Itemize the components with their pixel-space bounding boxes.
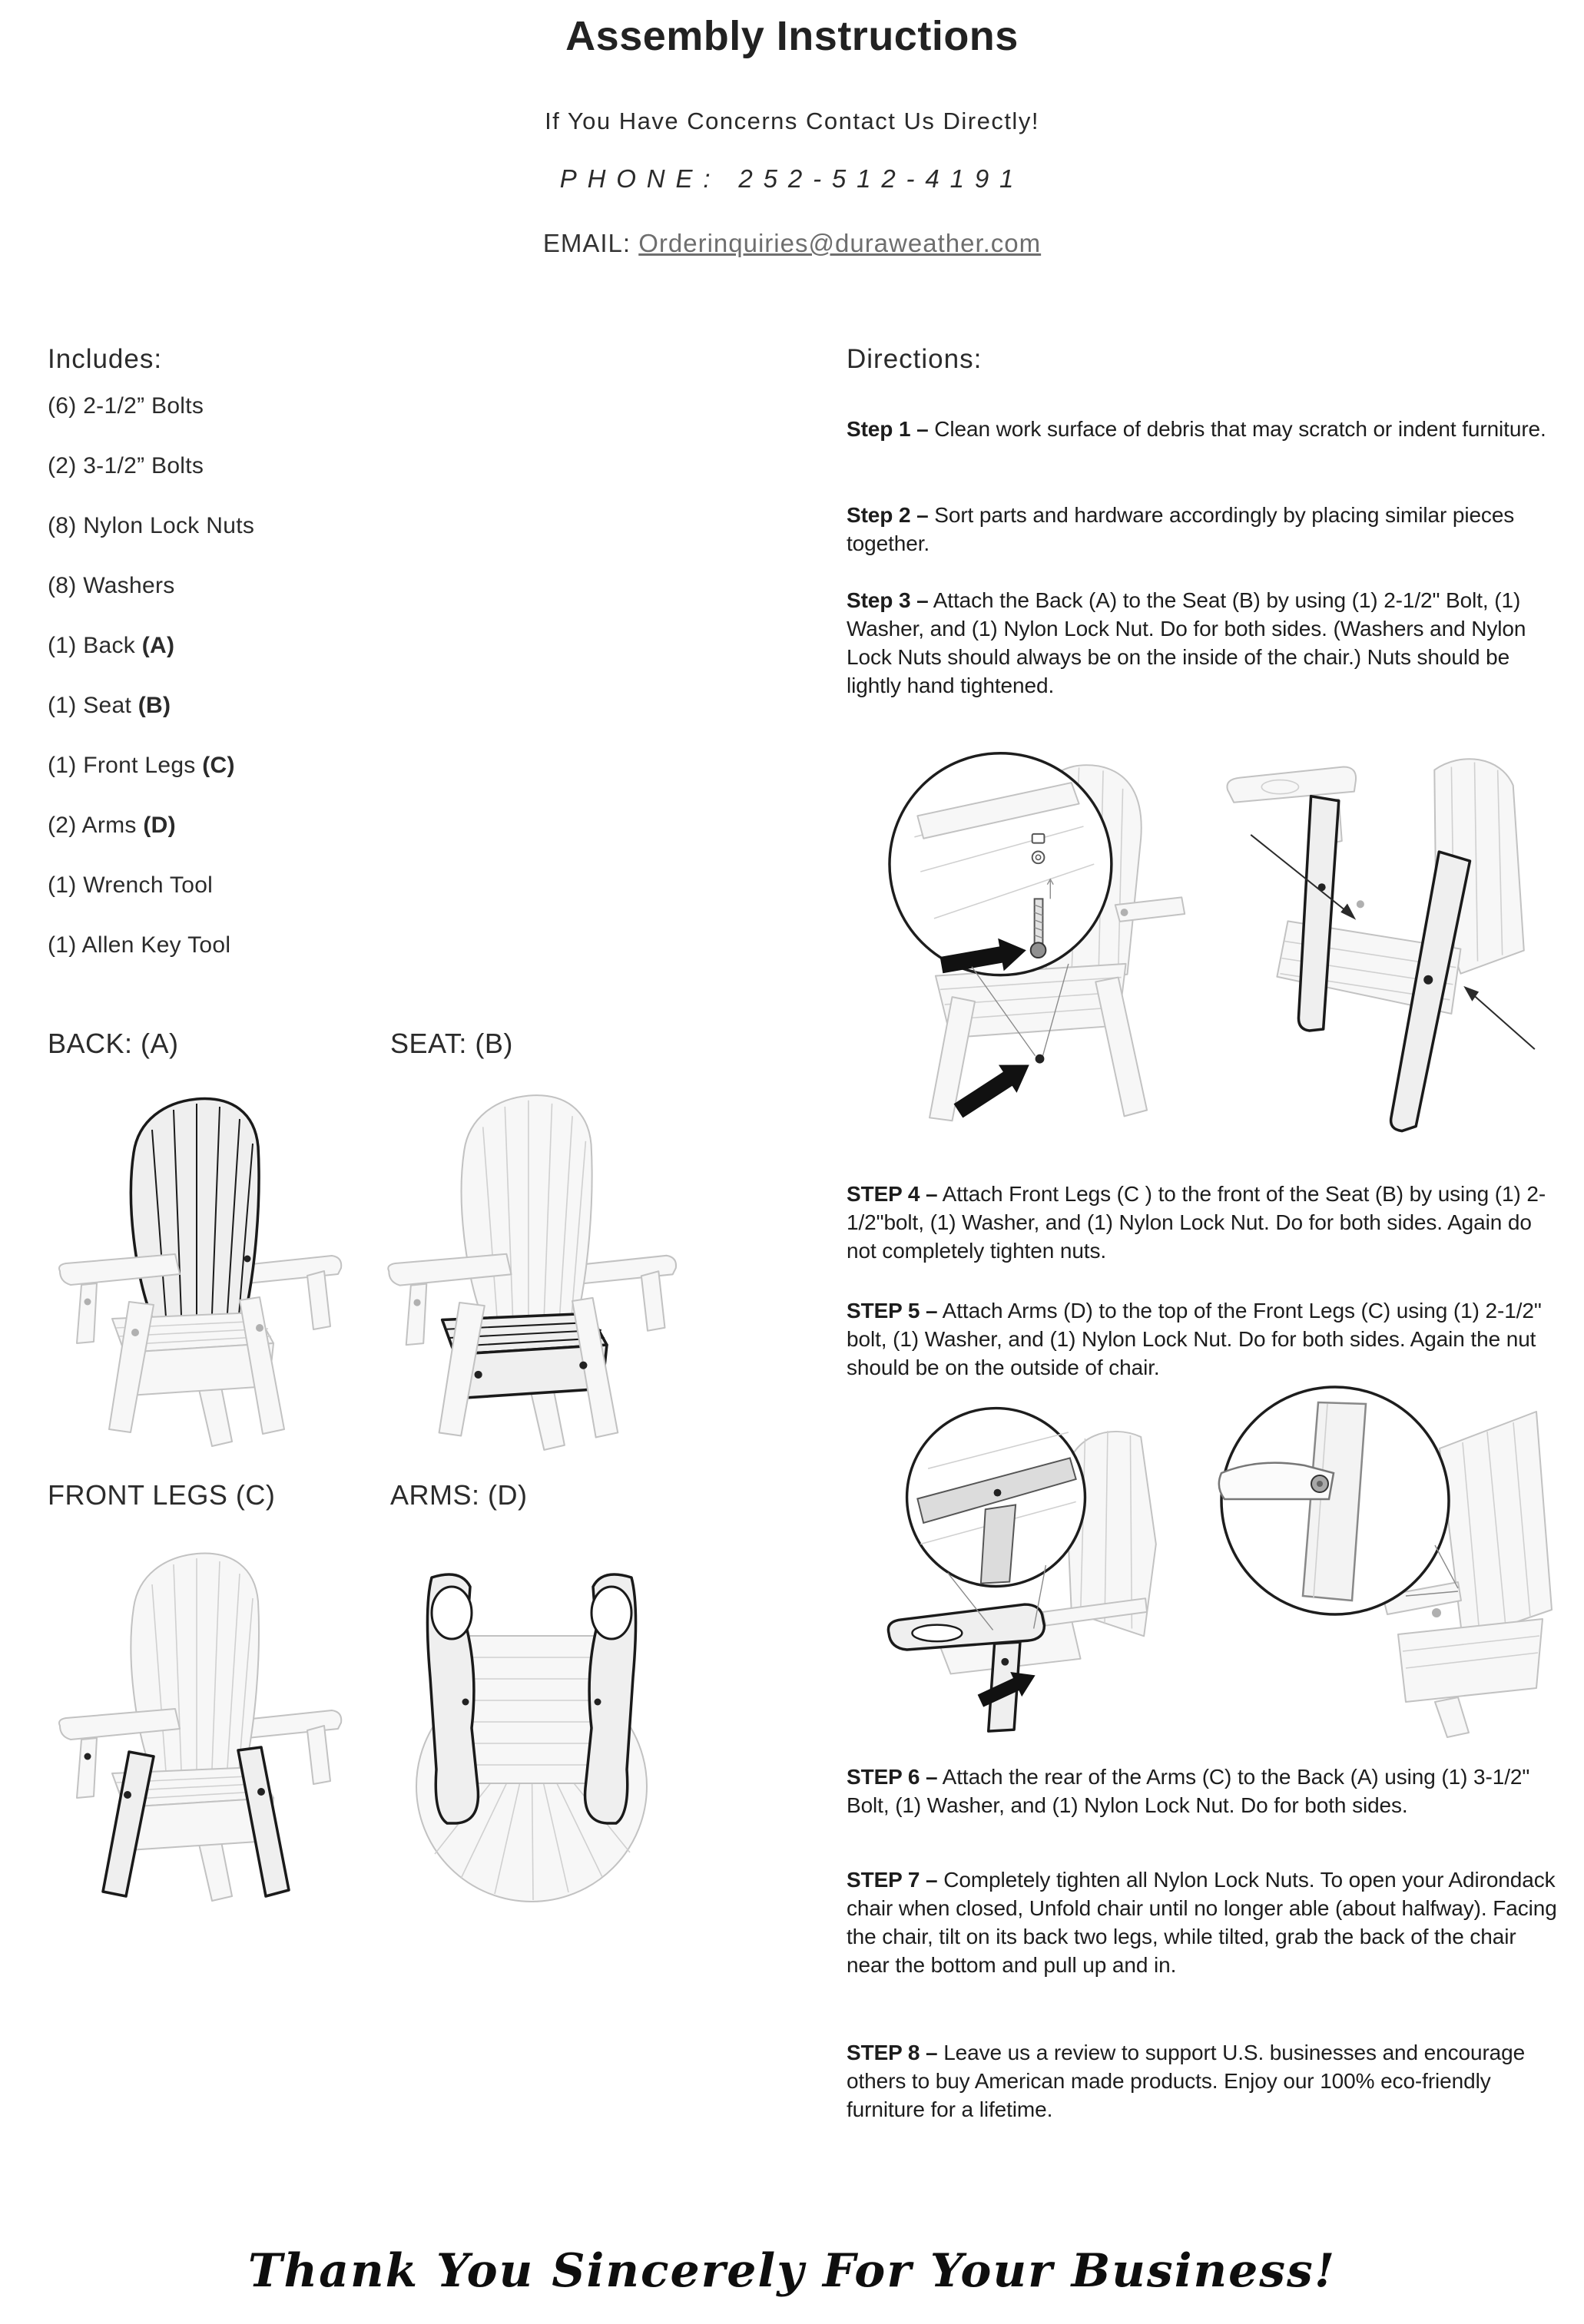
contact-subtitle: If You Have Concerns Contact Us Directly!	[545, 108, 1039, 134]
includes-item-text: (1) Front Legs	[48, 753, 203, 778]
seat-part-label: SEAT: (B)	[390, 1028, 513, 1059]
front-legs-part-label: FRONT LEGS (C)	[48, 1479, 276, 1511]
step-label: STEP 7 –	[847, 1868, 938, 1892]
directions-heading: Directions:	[847, 344, 983, 374]
includes-list	[48, 393, 254, 992]
email-line	[0, 229, 1584, 258]
step-label: Step 3 –	[847, 588, 929, 612]
step-text: Attach the rear of the Arms (C) to the Back (A) using (1) 3-1/2" Bolt, (1) Washer, and (1) Nylon Lock Nut. Do for both sides.	[847, 1765, 1530, 1817]
direction-step-6	[847, 1763, 1559, 1819]
includes-item	[48, 813, 254, 838]
back-part-illustration	[38, 1071, 361, 1455]
email-link[interactable]: Orderinquiries@duraweather.com	[638, 229, 1042, 257]
includes-item	[48, 753, 254, 778]
includes-item-text: (2) 3-1/2” Bolts	[48, 453, 204, 478]
includes-item	[48, 633, 254, 658]
includes-item-bold: (C)	[202, 753, 235, 778]
step-label: STEP 6 –	[847, 1765, 938, 1789]
back-part-label: BACK: (A)	[48, 1028, 179, 1059]
direction-step-3	[847, 586, 1559, 700]
step-text: Clean work surface of debris that may scratch or indent furniture.	[928, 417, 1546, 441]
includes-item-bold: (B)	[138, 693, 171, 718]
direction-step-4	[847, 1180, 1559, 1265]
includes-item	[48, 573, 254, 598]
step6-rear-arm-illustration	[1205, 1382, 1561, 1745]
step-text: Attach the Back (A) to the Seat (B) by using (1) 2-1/2" Bolt, (1) Washer, and (1) Nylon Lock Nut. Do for both sides. (Washers and Nylon Lock Nuts should always be on the inside of the chair.) Nuts should be lightly hand tightened.	[847, 588, 1526, 697]
includes-item	[48, 693, 254, 718]
step5-arm-attachment-illustration	[845, 1382, 1192, 1745]
includes-item-text: (1) Allen Key Tool	[48, 932, 231, 958]
step-label: Step 2 –	[847, 503, 929, 527]
includes-item-text: (8) Washers	[48, 573, 175, 598]
includes-item	[48, 453, 254, 478]
step-text: Attach Arms (D) to the top of the Front Legs (C) using (1) 2-1/2" bolt, (1) Washer, and (1) Nylon Lock Nut. Do for both sides. Again the nut should be on the outside of chair.	[847, 1299, 1542, 1379]
includes-item	[48, 513, 254, 538]
direction-step-7	[847, 1865, 1559, 1979]
direction-step-2	[847, 501, 1559, 558]
includes-item-text: (6) 2-1/2” Bolts	[48, 393, 204, 419]
includes-item-text: (2) Arms	[48, 813, 144, 838]
direction-step-5	[847, 1296, 1559, 1382]
step-label: STEP 8 –	[847, 2041, 938, 2064]
arms-part-label: ARMS: (D)	[390, 1479, 528, 1511]
thank-you-message: Thank You Sincerely For Your Business!	[247, 2244, 1337, 2298]
step3-bolt-detail-illustration	[845, 719, 1192, 1155]
email-label: EMAIL:	[542, 229, 631, 257]
page-title: Assembly Instructions	[565, 13, 1019, 59]
seat-part-illustration	[363, 1071, 701, 1455]
direction-step-1	[847, 415, 1559, 443]
step-text: Completely tighten all Nylon Lock Nuts. To open your Adirondack chair when closed, Unfold chair until no longer able (about halfway). Facing the chair, tilt on its back two legs, while tilted, grab the back of the chair near the bottom and pull up and in.	[847, 1868, 1557, 1977]
phone-line: PHONE: 252-512-4191	[559, 164, 1025, 193]
step-label: STEP 4 –	[847, 1182, 938, 1206]
includes-item-text: (1) Seat	[48, 693, 138, 718]
includes-item	[48, 393, 254, 419]
step-text: Leave us a review to support U.S. businesses and encourage others to buy American made products. Enjoy our 100% eco-friendly furniture for a lifetime.	[847, 2041, 1526, 2121]
arms-part-illustration	[363, 1544, 701, 1906]
includes-heading: Includes:	[48, 344, 163, 374]
includes-item-bold: (A)	[141, 633, 175, 658]
includes-item-text: (8) Nylon Lock Nuts	[48, 513, 255, 538]
front-legs-part-illustration	[38, 1525, 361, 1909]
includes-item-bold: (D)	[143, 813, 176, 838]
includes-item-text: (1) Wrench Tool	[48, 872, 214, 898]
step-text: Attach Front Legs (C ) to the front of the Seat (B) by using (1) 2-1/2"bolt, (1) Washer, and (1) Nylon Lock Nut. Do for both sides. Again do not completely tighten nuts.	[847, 1182, 1546, 1263]
step-text: Sort parts and hardware accordingly by placing similar pieces together.	[847, 503, 1515, 555]
includes-item-text: (1) Back	[48, 633, 142, 658]
step-label: STEP 5 –	[847, 1299, 938, 1323]
direction-step-8	[847, 2038, 1559, 2124]
step3-legs-attached-illustration	[1206, 719, 1561, 1155]
includes-item	[48, 872, 254, 898]
step-label: Step 1 –	[847, 417, 929, 441]
includes-item	[48, 932, 254, 958]
